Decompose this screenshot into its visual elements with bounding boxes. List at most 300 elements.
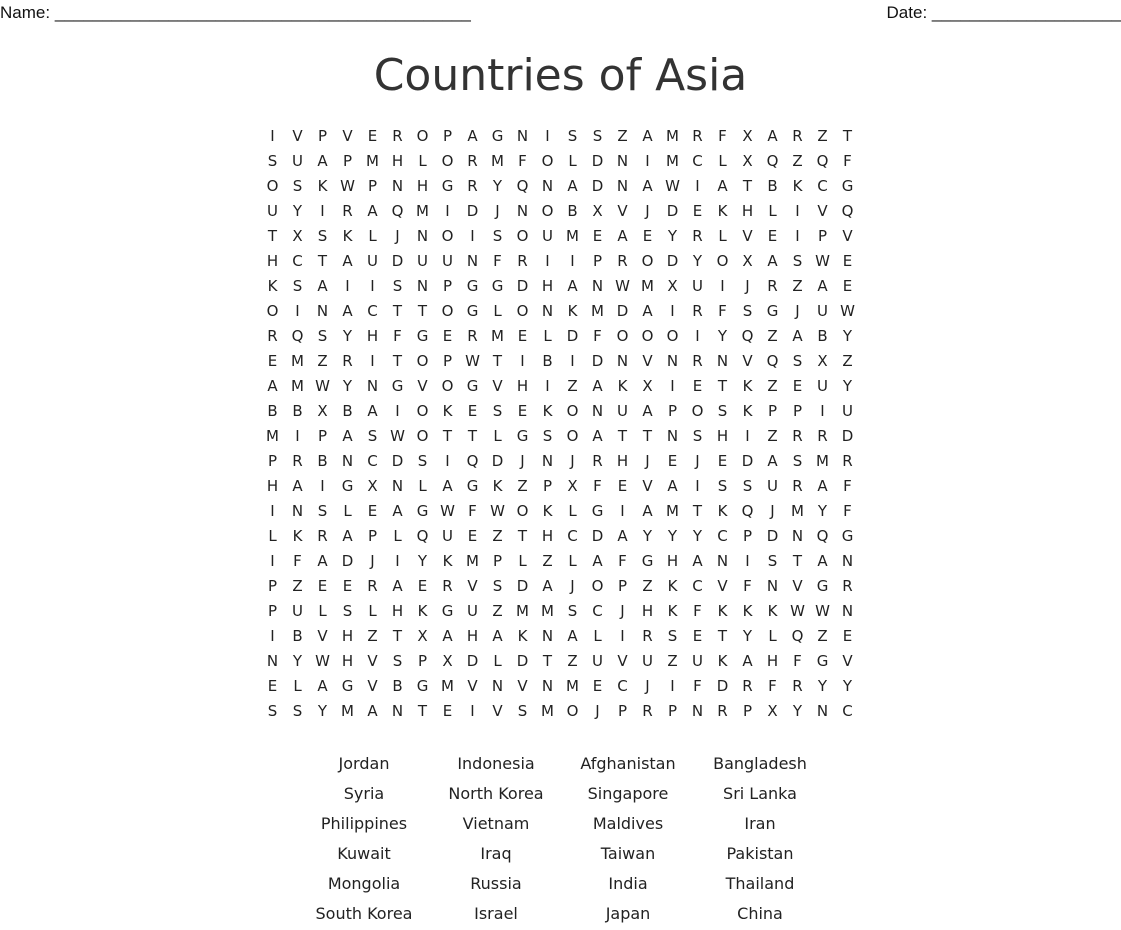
grid-letter: Y (417, 552, 428, 570)
grid-letter: D (666, 252, 679, 270)
grid-letter: M (291, 377, 304, 395)
name-blank-line[interactable]: ____________________________________________ (54, 3, 471, 22)
grid-letter: I (670, 302, 675, 320)
grid-letter: O (441, 377, 454, 395)
grid-letter: P (317, 427, 328, 445)
grid-letter: Z (667, 652, 678, 670)
grid-letter: A (542, 577, 553, 595)
grid-letter: I (570, 252, 575, 270)
grid-letter: L (718, 152, 727, 170)
grid-letter: E (442, 702, 453, 720)
grid-letter: U (442, 527, 453, 545)
grid-letter: M (566, 677, 579, 695)
grid-letter: K (417, 602, 428, 620)
grid-letter: J (795, 302, 800, 320)
grid-letter: J (520, 452, 525, 470)
grid-letter: N (541, 677, 554, 695)
grid-letter: G (441, 602, 454, 620)
grid-letter: K (442, 552, 453, 570)
grid-letter: P (742, 702, 753, 720)
grid-letter: I (545, 377, 550, 395)
grid-letter: C (842, 702, 853, 720)
grid-letter: A (617, 227, 628, 245)
grid-letter: I (620, 502, 625, 520)
grid-letter: G (441, 177, 454, 195)
grid-letter: A (792, 327, 803, 345)
grid-letter: P (442, 352, 453, 370)
grid-letter: S (492, 402, 503, 420)
grid-letter: Z (642, 577, 653, 595)
grid-letter: S (492, 577, 503, 595)
grid-letter: X (642, 377, 653, 395)
grid-letter: Q (841, 202, 854, 220)
grid-letter: G (816, 652, 829, 670)
grid-letter: X (767, 702, 778, 720)
grid-letter: A (717, 177, 728, 195)
grid-letter: S (292, 177, 303, 195)
grid-letter: W (790, 602, 805, 620)
grid-letter: B (342, 402, 353, 420)
grid-letter: S (317, 502, 328, 520)
grid-letter: K (717, 502, 728, 520)
word-list-item: Bangladesh (713, 754, 807, 773)
grid-letter: U (692, 277, 703, 295)
grid-letter: O (266, 302, 279, 320)
grid-letter: S (742, 477, 753, 495)
grid-letter: G (841, 177, 854, 195)
grid-letter: D (716, 677, 729, 695)
grid-letter: C (367, 302, 378, 320)
grid-letter: P (267, 577, 278, 595)
grid-letter: M (441, 677, 454, 695)
grid-letter: G (416, 327, 429, 345)
grid-letter: P (817, 227, 828, 245)
grid-letter: V (417, 377, 428, 395)
grid-letter: I (445, 202, 450, 220)
grid-letter: J (395, 227, 400, 245)
grid-letter: T (392, 352, 403, 370)
word-list-item: Iraq (480, 844, 512, 863)
grid-letter: G (341, 677, 354, 695)
grid-letter: L (768, 627, 777, 645)
grid-letter: S (717, 477, 728, 495)
grid-letter: G (516, 427, 529, 445)
grid-letter: M (541, 602, 554, 620)
grid-letter: V (467, 577, 478, 595)
grid-letter: U (642, 652, 653, 670)
grid-letter: O (441, 227, 454, 245)
grid-letter: U (842, 402, 853, 420)
grid-letter: I (820, 402, 825, 420)
grid-letter: G (491, 127, 504, 145)
grid-letter: G (766, 302, 779, 320)
grid-letter: A (467, 127, 478, 145)
grid-letter: F (393, 327, 402, 345)
grid-letter: P (442, 127, 453, 145)
grid-letter: I (695, 477, 700, 495)
grid-letter: K (742, 377, 753, 395)
grid-letter: I (445, 452, 450, 470)
grid-letter: T (617, 427, 628, 445)
grid-letter: O (566, 702, 579, 720)
grid-letter: C (292, 252, 303, 270)
grid-letter: A (642, 402, 653, 420)
word-list-item: Thailand (725, 874, 795, 893)
grid-letter: O (416, 427, 429, 445)
grid-letter: P (617, 577, 628, 595)
grid-letter: I (620, 627, 625, 645)
grid-letter: V (792, 577, 803, 595)
grid-letter: A (442, 627, 453, 645)
grid-letter: A (442, 477, 453, 495)
grid-letter: F (518, 152, 527, 170)
letter-grid (260, 124, 860, 724)
grid-letter: M (466, 552, 479, 570)
grid-letter: G (416, 677, 429, 695)
grid-row (260, 674, 860, 699)
grid-letter: N (541, 302, 554, 320)
grid-letter: J (570, 577, 575, 595)
grid-letter: O (616, 327, 629, 345)
grid-letter: M (541, 702, 554, 720)
grid-letter: N (391, 702, 404, 720)
grid-letter: H (341, 652, 354, 670)
grid-letter: E (842, 252, 853, 270)
grid-letter: A (817, 552, 828, 570)
word-list-item: Syria (343, 784, 385, 803)
grid-letter: Y (317, 702, 328, 720)
grid-letter: E (692, 627, 703, 645)
grid-letter: Q (766, 152, 779, 170)
grid-letter: V (342, 127, 353, 145)
grid-letter: C (817, 177, 828, 195)
grid-letter: N (291, 502, 304, 520)
grid-letter: A (317, 277, 328, 295)
grid-letter: Q (766, 352, 779, 370)
grid-letter: R (442, 577, 453, 595)
grid-letter: L (493, 427, 502, 445)
grid-letter: T (642, 427, 653, 445)
grid-letter: E (642, 227, 653, 245)
grid-letter: W (815, 602, 830, 620)
date-blank-line[interactable]: ____________________ (931, 3, 1121, 22)
grid-letter: T (392, 302, 403, 320)
grid-letter: I (695, 327, 700, 345)
grid-letter: I (270, 502, 275, 520)
grid-letter: B (817, 327, 828, 345)
grid-letter: X (742, 127, 753, 145)
grid-letter: H (741, 202, 754, 220)
grid-letter: I (545, 127, 550, 145)
grid-letter: W (815, 252, 830, 270)
grid-letter: V (742, 352, 753, 370)
grid-letter: W (840, 302, 855, 320)
grid-letter: M (516, 602, 529, 620)
grid-letter: Q (466, 452, 479, 470)
grid-letter: R (642, 702, 653, 720)
grid-letter: N (341, 452, 354, 470)
grid-letter: F (493, 252, 502, 270)
grid-letter: T (317, 252, 328, 270)
grid-letter: E (267, 352, 278, 370)
grid-letter: I (520, 352, 525, 370)
grid-letter: N (516, 127, 529, 145)
grid-letter: P (492, 552, 503, 570)
grid-letter: P (542, 477, 553, 495)
grid-letter: Q (516, 177, 529, 195)
grid-letter: Y (817, 677, 828, 695)
grid-letter: I (395, 552, 400, 570)
grid-letter: Z (292, 577, 303, 595)
grid-letter: F (843, 152, 852, 170)
grid-letter: D (591, 177, 604, 195)
grid-letter: E (592, 227, 603, 245)
grid-letter: H (266, 252, 279, 270)
grid-letter: F (468, 502, 477, 520)
grid-letter: G (391, 377, 404, 395)
grid-letter: R (592, 452, 603, 470)
grid-letter: A (267, 377, 278, 395)
grid-letter: V (817, 202, 828, 220)
grid-letter: A (492, 627, 503, 645)
grid-letter: F (768, 677, 777, 695)
grid-letter: Y (742, 627, 753, 645)
grid-letter: D (841, 427, 854, 445)
grid-letter: U (467, 602, 478, 620)
grid-letter: E (692, 202, 703, 220)
grid-letter: S (317, 327, 328, 345)
grid-letter: S (392, 277, 403, 295)
grid-row (260, 424, 860, 449)
grid-letter: C (367, 452, 378, 470)
grid-letter: U (592, 652, 603, 670)
grid-letter: A (567, 177, 578, 195)
grid-letter: J (770, 502, 775, 520)
grid-letter: M (491, 327, 504, 345)
grid-letter: M (666, 502, 679, 520)
word-list-item: Jordan (338, 754, 390, 773)
grid-letter: R (842, 577, 853, 595)
grid-letter: L (543, 327, 552, 345)
grid-letter: Z (817, 627, 828, 645)
grid-letter: T (442, 427, 453, 445)
grid-letter: Y (842, 377, 853, 395)
grid-letter: C (592, 602, 603, 620)
grid-letter: N (791, 527, 804, 545)
grid-letter: S (767, 552, 778, 570)
word-list (298, 750, 826, 930)
grid-letter: B (767, 177, 778, 195)
word-list-item: Russia (470, 874, 522, 893)
grid-letter: E (467, 527, 478, 545)
grid-letter: K (717, 202, 728, 220)
grid-letter: A (292, 477, 303, 495)
grid-letter: H (616, 452, 629, 470)
grid-letter: D (391, 252, 404, 270)
grid-letter: S (592, 127, 603, 145)
grid-letter: A (317, 552, 328, 570)
grid-letter: H (516, 377, 529, 395)
grid-letter: U (417, 252, 428, 270)
grid-letter: A (317, 152, 328, 170)
grid-letter: Z (617, 127, 628, 145)
grid-letter: N (391, 477, 404, 495)
grid-letter: N (766, 577, 779, 595)
grid-letter: H (341, 627, 354, 645)
grid-letter: M (666, 127, 679, 145)
grid-letter: W (315, 652, 330, 670)
grid-letter: E (342, 577, 353, 595)
grid-letter: Q (391, 202, 404, 220)
grid-letter: Z (842, 352, 853, 370)
grid-letter: N (841, 552, 854, 570)
grid-letter: X (442, 652, 453, 670)
grid-letter: N (616, 152, 629, 170)
word-list-item: Kuwait (337, 844, 391, 863)
grid-letter: R (792, 677, 803, 695)
grid-letter: L (718, 227, 727, 245)
grid-letter: B (542, 352, 553, 370)
word-list-item: South Korea (315, 904, 413, 923)
grid-letter: D (591, 527, 604, 545)
grid-letter: L (268, 527, 277, 545)
grid-letter: V (742, 227, 753, 245)
grid-letter: Y (692, 527, 703, 545)
grid-letter: L (393, 527, 402, 545)
grid-letter: K (292, 527, 303, 545)
grid-row (260, 399, 860, 424)
grid-letter: K (767, 602, 778, 620)
grid-letter: N (716, 352, 729, 370)
grid-letter: X (667, 277, 678, 295)
grid-letter: A (592, 552, 603, 570)
grid-row (260, 124, 860, 149)
grid-letter: N (691, 702, 704, 720)
grid-letter: R (792, 477, 803, 495)
grid-letter: N (716, 552, 729, 570)
grid-letter: G (841, 527, 854, 545)
grid-letter: A (342, 252, 353, 270)
grid-letter: T (717, 377, 728, 395)
grid-letter: R (792, 127, 803, 145)
grid-letter: K (317, 177, 328, 195)
grid-row (260, 699, 860, 724)
grid-letter: O (541, 202, 554, 220)
grid-letter: T (692, 502, 703, 520)
grid-letter: G (641, 552, 654, 570)
grid-letter: J (745, 277, 750, 295)
grid-letter: X (742, 152, 753, 170)
grid-letter: I (645, 152, 650, 170)
word-list-item: Vietnam (462, 814, 530, 833)
grid-letter: L (418, 477, 427, 495)
grid-letter: J (645, 202, 650, 220)
grid-letter: I (670, 677, 675, 695)
grid-letter: I (270, 552, 275, 570)
grid-letter: A (317, 677, 328, 695)
grid-row (260, 649, 860, 674)
word-list-item: Iran (744, 814, 776, 833)
grid-letter: O (691, 402, 704, 420)
grid-letter: T (417, 702, 428, 720)
grid-row (260, 599, 860, 624)
date-field[interactable] (887, 2, 1121, 24)
grid-letter: L (768, 202, 777, 220)
grid-letter: O (566, 427, 579, 445)
grid-letter: P (442, 277, 453, 295)
grid-letter: N (416, 277, 429, 295)
grid-letter: O (416, 127, 429, 145)
grid-letter: W (615, 277, 630, 295)
grid-letter: G (466, 477, 479, 495)
grid-letter: D (341, 552, 354, 570)
grid-letter: H (666, 552, 679, 570)
grid-letter: R (342, 202, 353, 220)
grid-letter: A (392, 502, 403, 520)
grid-letter: P (617, 702, 628, 720)
grid-letter: I (320, 202, 325, 220)
grid-letter: Z (817, 127, 828, 145)
grid-letter: M (341, 702, 354, 720)
grid-letter: E (317, 577, 328, 595)
grid-letter: G (466, 277, 479, 295)
grid-letter: Z (792, 152, 803, 170)
name-label: Name: (0, 3, 51, 22)
grid-letter: X (742, 252, 753, 270)
grid-letter: R (467, 177, 478, 195)
grid-letter: T (492, 352, 503, 370)
grid-letter: A (817, 477, 828, 495)
grid-letter: I (295, 427, 300, 445)
grid-letter: Y (717, 327, 728, 345)
grid-letter: P (417, 652, 428, 670)
grid-letter: E (692, 377, 703, 395)
grid-letter: O (416, 402, 429, 420)
word-list-item: Mongolia (327, 874, 401, 893)
grid-letter: R (292, 452, 303, 470)
grid-letter: Q (416, 527, 429, 545)
name-field[interactable] (0, 2, 471, 24)
grid-letter: K (667, 577, 678, 595)
grid-letter: L (343, 502, 352, 520)
grid-letter: N (266, 652, 279, 670)
grid-letter: N (816, 702, 829, 720)
grid-letter: I (745, 427, 750, 445)
grid-letter: A (617, 527, 628, 545)
grid-letter: L (568, 502, 577, 520)
grid-letter: Z (517, 477, 528, 495)
grid-letter: I (795, 202, 800, 220)
grid-letter: F (718, 302, 727, 320)
grid-letter: A (692, 552, 703, 570)
grid-row (260, 199, 860, 224)
grid-letter: R (392, 127, 403, 145)
grid-letter: A (342, 527, 353, 545)
grid-letter: T (542, 652, 553, 670)
grid-letter: K (342, 227, 353, 245)
grid-letter: N (366, 377, 379, 395)
grid-letter: N (391, 177, 404, 195)
grid-letter: N (416, 227, 429, 245)
grid-letter: A (367, 202, 378, 220)
grid-letter: S (492, 227, 503, 245)
grid-letter: M (566, 227, 579, 245)
grid-letter: K (567, 302, 578, 320)
grid-letter: P (742, 527, 753, 545)
grid-letter: S (292, 702, 303, 720)
grid-letter: I (795, 227, 800, 245)
grid-letter: A (642, 302, 653, 320)
